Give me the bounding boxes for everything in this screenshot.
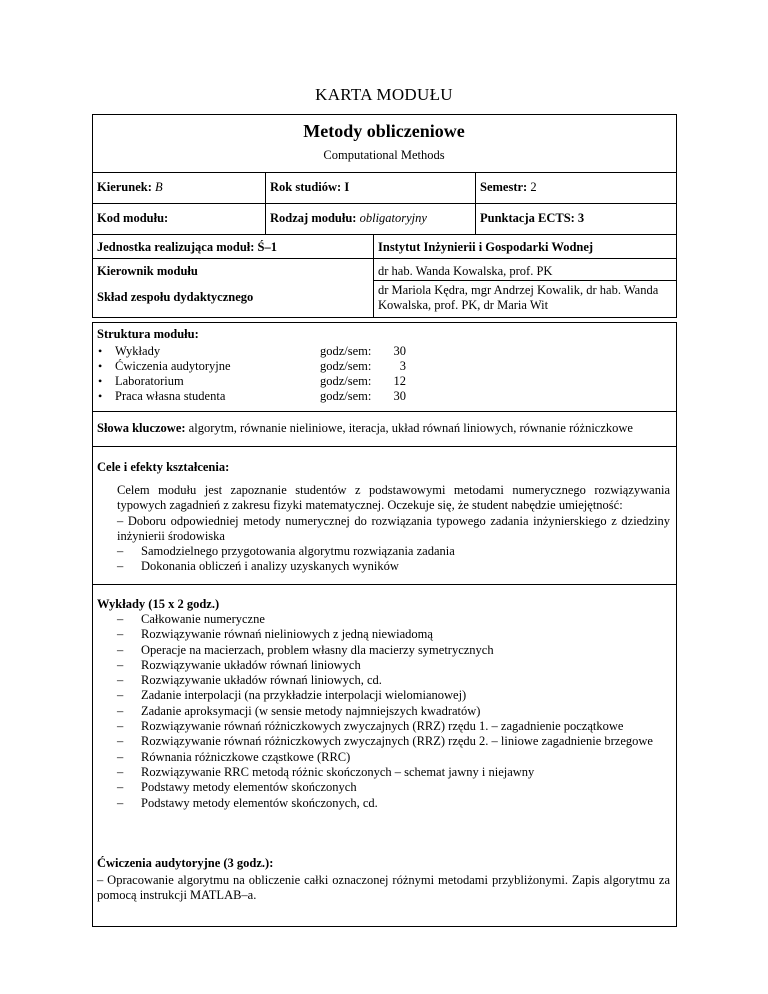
row-divider — [92, 258, 677, 259]
rodzaj-cell — [270, 211, 427, 226]
page-title: KARTA MODUŁU — [315, 85, 453, 104]
exercises-heading: Ćwiczenia audytoryjne (3 godz.): — [97, 856, 274, 870]
hours-unit: godz/sem: — [320, 344, 372, 358]
structure-hours-row — [320, 374, 406, 389]
sklad-line-1: dr Mariola Kędra, mgr Andrzej Kowalik, dr hab. Wanda — [378, 283, 659, 297]
keywords-row — [97, 421, 633, 436]
lecture-item: – Rozwiązywanie równań różniczkowych zwyczajnych (RRZ) rzędu 2. – liniowe zagadnienie brzegowe — [117, 734, 653, 749]
structure-item: • Ćwiczenia audytoryjne — [97, 359, 231, 374]
kierunek-cell — [97, 180, 163, 195]
hours-unit: godz/sem: — [320, 389, 372, 403]
section-divider — [92, 411, 677, 412]
kierunek-value: B — [154, 180, 163, 194]
col-divider — [265, 172, 266, 234]
goals-list — [117, 544, 455, 575]
lecture-item: – Rozwiązywanie układów równań liniowych, cd. — [117, 673, 653, 688]
table-border-top — [92, 114, 677, 115]
semestr-value: 2 — [530, 180, 537, 194]
lecture-item: – Rozwiązywanie równań nieliniowych z jedną niewiadomą — [117, 627, 653, 642]
semestr-label: Semestr: — [480, 180, 528, 194]
table-border-right — [676, 114, 677, 318]
goals-intro: Celem modułu jest zapoznanie studentów z podstawowymi metodami numerycznego rozwiązywania typowych zagadnień z zakresu fizyki matematycznej. Oczekuje się, że student nabędzie umiejętność: — [117, 483, 670, 513]
col-divider — [475, 172, 476, 234]
hours-unit: godz/sem: — [320, 359, 372, 373]
content-border-top — [92, 322, 677, 323]
row-divider — [92, 172, 677, 173]
sklad-line-2: Kowalska, prof. PK, dr Maria Wit — [378, 298, 549, 312]
lecture-item: – Operacje na macierzach, problem własny dla macierzy symetrycznych — [117, 643, 653, 658]
rodzaj-label: Rodzaj modułu: — [270, 211, 357, 225]
hours-value: 12 — [393, 374, 406, 388]
goals-item-1: – Doboru odpowiedniej metody numerycznej do rozwiązania typowego zadania inżynierskiego z dziedziny inżynierii środowiska — [117, 514, 670, 544]
structure-hours-row — [320, 389, 406, 404]
section-divider — [92, 446, 677, 447]
kierownik-value: dr hab. Wanda Kowalska, prof. PK — [378, 264, 553, 278]
hours-value: 30 — [393, 389, 406, 403]
hours-unit: godz/sem: — [320, 374, 372, 388]
structure-hours-row — [320, 359, 406, 374]
content-border-bottom — [92, 926, 677, 927]
structure-list — [97, 344, 231, 404]
goals-heading: Cele i efekty kształcenia: — [97, 460, 230, 474]
module-subtitle: Computational Methods — [323, 148, 445, 162]
kierownik-label: Kierownik modułu — [97, 264, 198, 278]
lecture-item: – Podstawy metody elementów skończonych, cd. — [117, 796, 653, 811]
lecture-item: – Rozwiązywanie równań różniczkowych zwyczajnych (RRZ) rzędu 1. – zagadnienie początkowe — [117, 719, 653, 734]
col-divider — [373, 234, 374, 318]
kierunek-label: Kierunek: — [97, 180, 152, 194]
lecture-item: – Całkowanie numeryczne — [117, 612, 653, 627]
rok-studiow: Rok studiów: I — [270, 180, 350, 194]
structure-heading: Struktura modułu: — [97, 327, 199, 341]
keywords-label: Słowa kluczowe: — [97, 421, 186, 435]
lectures-list — [117, 612, 653, 811]
lecture-item: – Zadanie aproksymacji (w sensie metody najmniejszych kwadratów) — [117, 704, 653, 719]
exercises-text: – Opracowanie algorytmu na obliczenie całki oznaczonej różnymi metodami przybliżonymi. Zapis algorytmu za pomocą instrukcji MATLAB–a. — [97, 873, 670, 903]
lecture-item: – Zadanie interpolacji (na przykładzie interpolacji wielomianowej) — [117, 688, 653, 703]
structure-hours-row — [320, 344, 406, 359]
table-border-left — [92, 114, 93, 318]
row-divider — [92, 234, 677, 235]
goals-item: – Dokonania obliczeń i analizy uzyskanych wyników — [117, 559, 455, 574]
lecture-item: – Rozwiązywanie układów równań liniowych — [117, 658, 653, 673]
lecture-item: – Rozwiązywanie RRC metodą różnic skończonych – schemat jawny i niejawny — [117, 765, 653, 780]
structure-item: • Wykłady — [97, 344, 231, 359]
lecture-item: – Równania różniczkowe cząstkowe (RRC) — [117, 750, 653, 765]
row-divider — [92, 203, 677, 204]
instytut-name: Instytut Inżynierii i Gospodarki Wodnej — [378, 240, 594, 254]
goals-item: – Samodzielnego przygotowania algorytmu rozwiązania zadania — [117, 544, 455, 559]
structure-item: • Praca własna studenta — [97, 389, 231, 404]
semestr-cell — [480, 180, 537, 195]
section-divider — [92, 584, 677, 585]
content-border-left — [92, 322, 93, 927]
keywords-text: algorytm, równanie nieliniowe, iteracja, układ równań liniowych, równanie różniczkowe — [188, 421, 633, 435]
jednostka-label: Jednostka realizująca moduł: Ś–1 — [97, 240, 277, 254]
row-divider — [373, 280, 677, 281]
structure-item: • Laboratorium — [97, 374, 231, 389]
module-title: Metody obliczeniowe — [303, 121, 465, 141]
ects-label: Punktacja ECTS: 3 — [480, 211, 585, 225]
content-border-right — [676, 322, 677, 927]
lecture-item: – Podstawy metody elementów skończonych — [117, 780, 653, 795]
lectures-heading: Wykłady (15 x 2 godz.) — [97, 597, 220, 611]
structure-hours — [320, 344, 406, 404]
kod-modulu-label: Kod modułu: — [97, 211, 169, 225]
hours-value: 30 — [393, 344, 406, 358]
hours-value: 3 — [399, 359, 406, 373]
sklad-label: Skład zespołu dydaktycznego — [97, 290, 254, 304]
rodzaj-value: obligatoryjny — [359, 211, 427, 225]
table-border-bottom — [92, 317, 677, 318]
